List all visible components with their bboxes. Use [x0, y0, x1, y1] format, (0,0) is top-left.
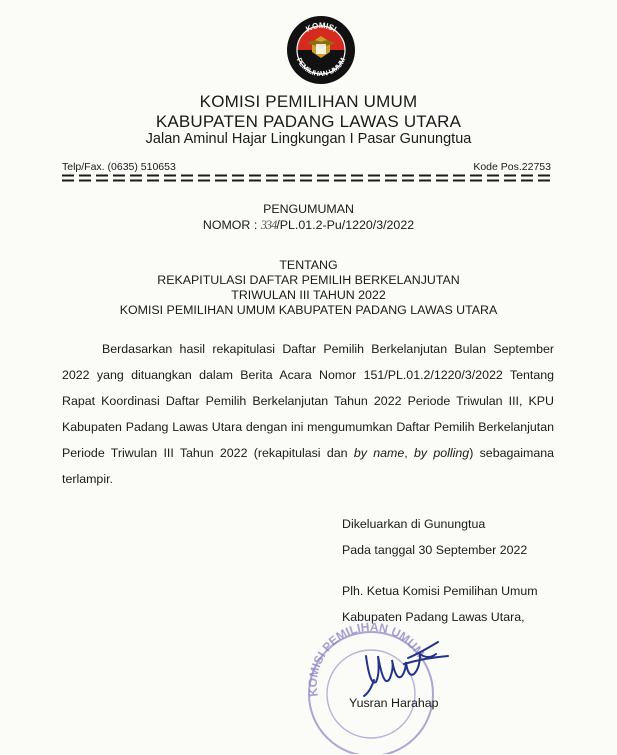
- body-paragraph: Berdasarkan hasil rekapitulasi Daftar Pemilih Berkelanjutan Bulan September 2022 yang dituangkan dalam Berita Acara Nomor 151/PL.01.2/1220/3/2022 Tentang Rapat Koordinasi Daftar Pemilih Berkelanjutan Tahun 2022 Periode Triwulan III, KPU Kabupaten Padang Lawas Utara dengan ini mengumumkan Daftar Pemilih Berkelanjutan Periode Triwulan III Tahun 2022 (rekapitulasi dan by name, by polling) sebagaimana terlampir.: [62, 342, 555, 486]
- announcement-title: PENGUMUMAN: [263, 202, 354, 216]
- svg-text:KOMISI: KOMISI: [304, 20, 339, 34]
- kpu-logo: [285, 14, 357, 86]
- subject-line-1: REKAPITULASI DAFTAR PEMILIH BERKELANJUTAN: [157, 273, 460, 287]
- org-name: KOMISI PEMILIHAN UMUM: [199, 92, 418, 111]
- handwritten-number: 334: [260, 218, 277, 232]
- announcement-number: NOMOR : 334/PL.01.2-Pu/1220/3/2022: [202, 218, 415, 232]
- issued-place: Dikeluarkan di Gunungtua: [342, 517, 486, 531]
- stamp-text: KOMISI PEMILIHAN UMUM: [305, 619, 428, 698]
- postal-code: Kode Pos.22753: [473, 161, 551, 173]
- subject-line-3: KOMISI PEMILIHAN UMUM KABUPATEN PADANG LAWAS UTARA: [119, 303, 498, 317]
- signer-name: Yusran Harahap: [349, 696, 439, 710]
- svg-text:PEMILIHAN UMUM: PEMILIHAN UMUM: [294, 57, 348, 79]
- phone: Telp/Fax. (0635) 510653: [62, 161, 176, 173]
- address: Jalan Aminul Hajar Lingkungan I Pasar Gunungtua: [145, 131, 472, 147]
- header-divider: [62, 174, 552, 182]
- issued-date: Pada tanggal 30 September 2022: [342, 543, 528, 557]
- signer-office: Kabupaten Padang Lawas Utara,: [342, 610, 525, 624]
- about-label: TENTANG: [279, 258, 338, 272]
- region-name: KABUPATEN PADANG LAWAS UTARA: [155, 112, 462, 131]
- subject-line-2: TRIWULAN III TAHUN 2022: [231, 288, 386, 302]
- signer-role: Plh. Ketua Komisi Pemilihan Umum: [342, 584, 538, 598]
